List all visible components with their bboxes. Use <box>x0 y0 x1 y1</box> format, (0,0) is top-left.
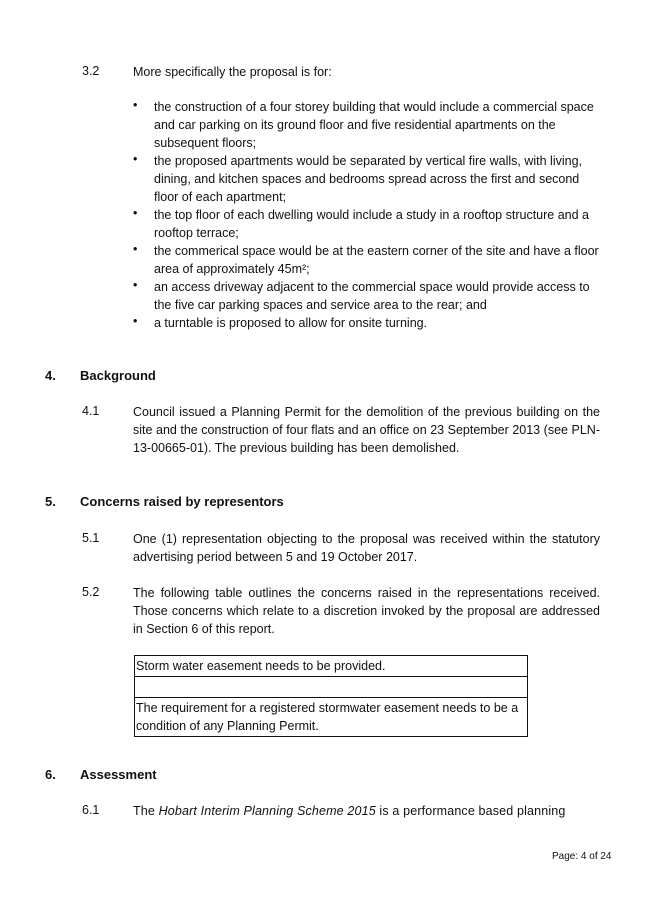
section-4-number: 4. <box>45 368 56 383</box>
table-cell-empty <box>135 677 528 698</box>
bullet-icon: • <box>133 314 138 328</box>
section-5-number: 5. <box>45 494 56 509</box>
section-5-title: Concerns raised by representors <box>80 494 284 509</box>
concerns-table <box>134 655 528 737</box>
bullet-icon: • <box>133 152 138 166</box>
para-3-2-number: 3.2 <box>82 64 100 78</box>
section-6-title: Assessment <box>80 767 157 782</box>
section-4-title: Background <box>80 368 156 383</box>
para-5-1-number: 5.1 <box>82 531 100 545</box>
table-row <box>135 698 528 737</box>
bullet-icon: • <box>133 278 138 292</box>
table-cell-response: The requirement for a registered stormwater easement needs to be a condition of any Planning Permit. <box>135 698 528 737</box>
para-5-1-text: One (1) representation objecting to the proposal was received within the statutory advertising period between 5 and 19 October 2017. <box>133 532 600 564</box>
page-number: Page: 4 of 24 <box>552 851 612 862</box>
para-5-2-text: The following table outlines the concerns raised in the representations received. Those concerns which relate to a discretion invoked by the proposal are addressed in Section 6 of this report. <box>133 586 600 636</box>
bullet-icon: • <box>133 206 138 220</box>
para-5-2-number: 5.2 <box>82 585 100 599</box>
para-3-2-intro: More specifically the proposal is for: <box>133 65 332 79</box>
para-4-1-text: Council issued a Planning Permit for the demolition of the previous building on the site and the construction of four flats and an office on 23 September 2013 (see PLN-13-00665-01). The previous building has been demolished. <box>133 405 600 455</box>
para-6-1-text-pre: The <box>133 804 159 818</box>
section-6-number: 6. <box>45 767 56 782</box>
table-cell-concern: Storm water easement needs to be provided. <box>135 656 528 677</box>
list-item: the commerical space would be at the eastern corner of the site and have a floor area of approximately 45m²; <box>154 244 599 276</box>
para-6-1-number: 6.1 <box>82 803 100 817</box>
para-6-1-text-post: is a performance based planning <box>375 804 566 818</box>
list-item: the proposed apartments would be separated by vertical fire walls, with living, dining, and kitchen spaces and bedrooms spread across the first and second floor of each apartment; <box>154 154 582 204</box>
bullet-icon: • <box>133 242 138 256</box>
bullet-icon: • <box>133 98 138 112</box>
scheme-name: Hobart Interim Planning Scheme 2015 <box>158 804 376 818</box>
list-item: the construction of a four storey building that would include a commercial space and car parking on its ground floor and five residential apartments on the subsequent floors; <box>154 100 594 150</box>
para-4-1-number: 4.1 <box>82 404 100 418</box>
table-row <box>135 656 528 677</box>
list-item: the top floor of each dwelling would include a study in a rooftop structure and a rooftop terrace; <box>154 208 589 240</box>
list-item: a turntable is proposed to allow for onsite turning. <box>154 316 428 330</box>
para-6-1-text <box>133 803 600 821</box>
table-row <box>135 677 528 698</box>
list-item: an access driveway adjacent to the commercial space would provide access to the five car parking spaces and service area to the rear; and <box>154 280 590 312</box>
